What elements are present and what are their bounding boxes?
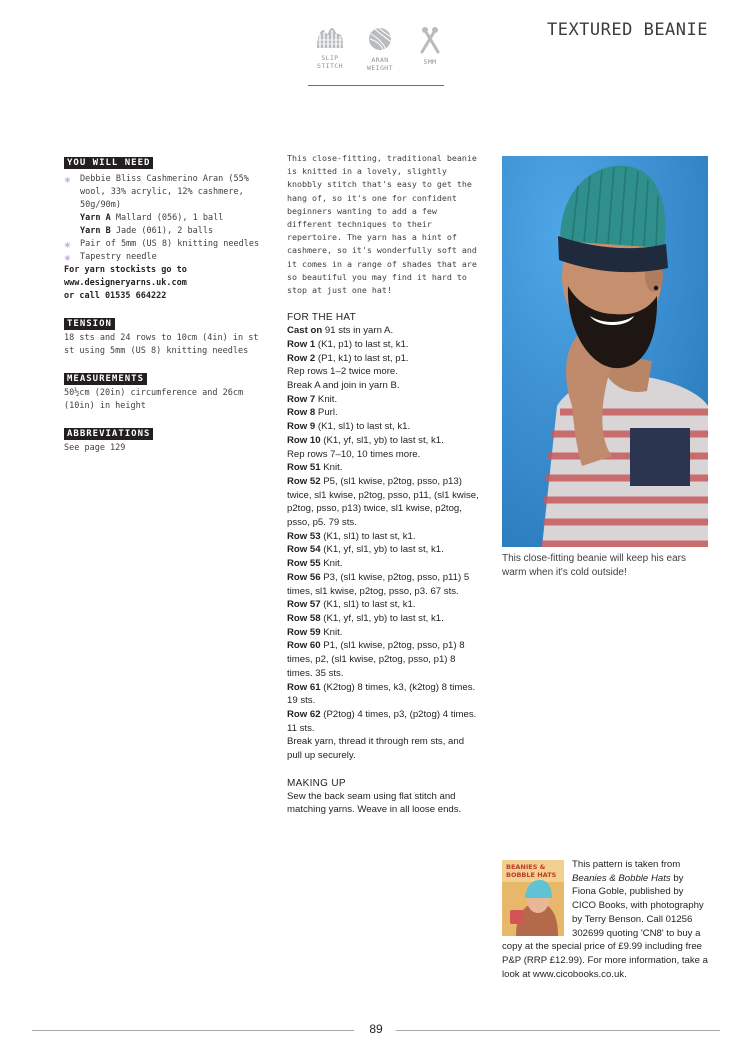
measurements-section: [64, 368, 264, 413]
materials-list: [64, 173, 264, 264]
row-text: Knit.: [320, 558, 343, 570]
row-text: (K1, yf, sl1, yb) to last st, k1.: [320, 544, 444, 556]
row-label: Row 8: [287, 407, 316, 419]
pattern-row: [287, 324, 479, 338]
book-title: Beanies & Bobble Hats: [572, 872, 671, 884]
tension-heading: TENSION: [64, 318, 115, 330]
pattern-row: [287, 571, 479, 598]
pattern-row: [287, 379, 479, 393]
stockist-prefix: For yarn stockists go to: [64, 265, 187, 275]
pattern-row: [287, 420, 479, 434]
row-text: Purl.: [315, 407, 338, 419]
row-label: Row 55: [287, 558, 321, 570]
needles-text: Pair of 5mm (US 8) knitting needles: [80, 239, 260, 249]
pattern-row: [287, 475, 479, 530]
for-the-hat-heading: FOR THE HAT: [287, 312, 357, 324]
row-text: Knit.: [320, 462, 343, 474]
row-label: Row 54: [287, 544, 321, 556]
abbreviations-heading: ABBREVIATIONS: [64, 428, 153, 440]
yarn-a-label: Yarn A: [80, 213, 111, 223]
pattern-row: [287, 352, 479, 366]
list-item: [64, 173, 264, 238]
pattern-row: [287, 735, 479, 762]
svg-text:BOBBLE HATS: BOBBLE HATS: [506, 871, 557, 879]
header-label: ARAN WEIGHT: [367, 56, 393, 72]
yarn-b-label: Yarn B: [80, 226, 111, 236]
pattern-row: [287, 406, 479, 420]
slip-stitch-icon: [315, 26, 345, 50]
footer-rule-left: [32, 1030, 354, 1031]
row-text: (K1, p1) to last st, k1.: [315, 338, 409, 350]
tapestry-text: Tapestry needle: [80, 252, 157, 262]
row-label: Cast on: [287, 325, 323, 337]
tension-section: [64, 313, 264, 358]
row-text: P1, (sl1 kwise, p2tog, psso, p1) 8 times, p2, (sl1 kwise, p2tog, psso, p1) 8 times. 35 sts.: [287, 640, 465, 679]
row-text: 91 sts in yarn A.: [322, 325, 394, 337]
list-item: [64, 251, 264, 264]
requirements-column: [64, 152, 264, 455]
yarn-ball-icon: [366, 26, 394, 52]
footer-rule-right: [396, 1030, 720, 1031]
row-text: (P2tog) 4 times, p3, (p2tog) 4 times. 11 sts.: [287, 708, 477, 734]
man-in-beanie-image: [502, 156, 708, 547]
page-number: 89: [369, 1022, 383, 1036]
row-text: (K1, sl1) to last st, k1.: [320, 530, 416, 542]
abbreviations-text: See page 129: [64, 443, 126, 453]
credit-suffix: by Fiona Goble, published by CICO Books, with photography by Terry Benson. Call 01256 302699 quoting 'CN8' to buy a copy at the special price of £9.99 including free P&P (RRP £12.99). For more information, take a look at www.cicobooks.co.uk.: [502, 872, 709, 980]
row-label: Row 58: [287, 613, 321, 624]
row-label: Row 60: [287, 640, 321, 652]
asterisk-icon: ✳: [64, 173, 71, 186]
photo-caption: This close-fitting beanie will keep his ears warm when it's cold outside!: [502, 553, 686, 578]
asterisk-icon: ✳: [64, 238, 71, 251]
pattern-row: [287, 365, 479, 379]
pattern-row: [287, 461, 479, 475]
pattern-row: [287, 639, 479, 680]
yarn-a-line: [64, 212, 264, 225]
stockist-url[interactable]: www.designeryarns.uk.com: [64, 278, 187, 288]
making-up-heading: MAKING UP: [287, 777, 346, 789]
row-text: (P1, k1) to last st, p1.: [315, 352, 409, 364]
pattern-row: [287, 543, 479, 557]
credit-prefix: This pattern is taken from: [572, 859, 681, 870]
header-label: 5MM: [423, 58, 437, 66]
pattern-row: [287, 681, 479, 708]
row-text: Break yarn, thread it through rem sts, and pull up securely.: [287, 736, 465, 762]
pattern-rows: [287, 324, 479, 763]
header-label: SLIP STITCH: [317, 54, 343, 70]
asterisk-icon: ✳: [64, 251, 71, 264]
book-credit: [502, 858, 708, 981]
row-text: (K1, sl1) to last st, k1.: [315, 421, 411, 433]
header-icons: [310, 26, 445, 86]
pattern-row: [287, 612, 479, 626]
stockist-info: [64, 264, 264, 303]
row-text: Break A and join in yarn B.: [287, 380, 400, 392]
row-label: Row 9: [287, 421, 316, 433]
intro-text: This close-fitting, traditional beanie is knitted in a lovely, slightly knobbly stitch that's easy to get the hang of, so it's one for confident beginners wanting to add a few different techniques to their repertoire. The yarn has a hint of cashmere, so it's wonderfully soft and it comes in a range of shades that are so beautiful you may find it hard to stop at just one hat!: [287, 153, 477, 296]
book-cover-image: [502, 860, 564, 936]
row-text: (K2tog) 8 times, k3, (k2tog) 8 times. 19 sts.: [287, 681, 476, 707]
row-text: Knit.: [320, 626, 343, 638]
svg-text:BEANIES &: BEANIES &: [506, 863, 546, 871]
row-label: Row 61: [287, 681, 321, 693]
row-text: (K1, sl1) to last st, k1.: [320, 599, 416, 611]
row-label: Row 56: [287, 571, 321, 583]
needles-icon: [416, 26, 444, 54]
yarn-description: Debbie Bliss Cashmerino Aran (55% wool, 33% acrylic, 12% cashmere, 50g/90m): [80, 174, 249, 210]
pattern-row: [287, 338, 479, 352]
measurements-text: 50½cm (20in) circumference and 26cm (10in) in height: [64, 388, 244, 411]
pattern-row: [287, 530, 479, 544]
row-label: Row 57: [287, 599, 321, 611]
row-text: Knit.: [315, 393, 338, 405]
model-photo: [502, 156, 708, 547]
row-label: Row 10: [287, 434, 321, 446]
row-label: Row 59: [287, 626, 321, 638]
row-label: Row 62: [287, 708, 321, 720]
yarn-b-desc: Jade (061), 2 balls: [115, 226, 214, 236]
row-label: Row 53: [287, 530, 321, 542]
row-text: (K1, yf, sl1, yb) to last st, k1.: [320, 434, 444, 446]
header-icon-needles: [410, 26, 450, 66]
pattern-row: [287, 448, 479, 462]
list-item: [64, 238, 264, 251]
pattern-row: [287, 626, 479, 640]
tension-text: 18 sts and 24 rows to 10cm (4in) in st st using 5mm (US 8) knitting needles: [64, 333, 259, 356]
row-text: Rep rows 7–10, 10 times more.: [287, 448, 421, 460]
page-title: TEXTURED BEANIE: [546, 20, 708, 40]
you-will-need-heading: YOU WILL NEED: [64, 157, 153, 169]
yarn-b-line: [64, 225, 264, 238]
row-text: Rep rows 1–2 twice more.: [287, 366, 398, 378]
row-text: P3, (sl1 kwise, p2tog, psso, p11) 5 times, sl1 kwise, p2tog, psso, p3. 67 sts.: [287, 571, 470, 597]
row-label: Row 2: [287, 352, 316, 364]
header-rule: [308, 85, 444, 86]
row-label: Row 51: [287, 462, 321, 474]
header-icon-yarn-ball: [360, 26, 400, 72]
row-label: Row 52: [287, 475, 321, 487]
measurements-heading: MEASUREMENTS: [64, 373, 147, 385]
abbreviations-section: [64, 423, 264, 455]
pattern-row: [287, 393, 479, 407]
header-icon-slip-stitch: [310, 26, 350, 70]
pattern-column: [287, 152, 479, 817]
pattern-row: [287, 598, 479, 612]
making-up-text: Sew the back seam using flat stitch and matching yarns. Weave in all loose ends.: [287, 790, 462, 816]
pattern-row: [287, 434, 479, 448]
row-label: Row 1: [287, 338, 316, 350]
row-label: Row 7: [287, 393, 316, 405]
pattern-row: [287, 557, 479, 571]
yarn-a-desc: Mallard (056), 1 ball: [115, 213, 224, 223]
pattern-row: [287, 708, 479, 735]
row-text: (K1, yf, sl1, yb) to last st, k1.: [320, 613, 444, 624]
stockist-call: or call 01535 664222: [64, 291, 167, 301]
row-text: P5, (sl1 kwise, p2tog, psso, p13) twice, sl1 kwise, p2tog, psso, p11, (sl1 kwise, p2tog, psso, p13) twice, sl1 kwise, p2tog, psso, p5. 79 sts.: [287, 475, 479, 529]
